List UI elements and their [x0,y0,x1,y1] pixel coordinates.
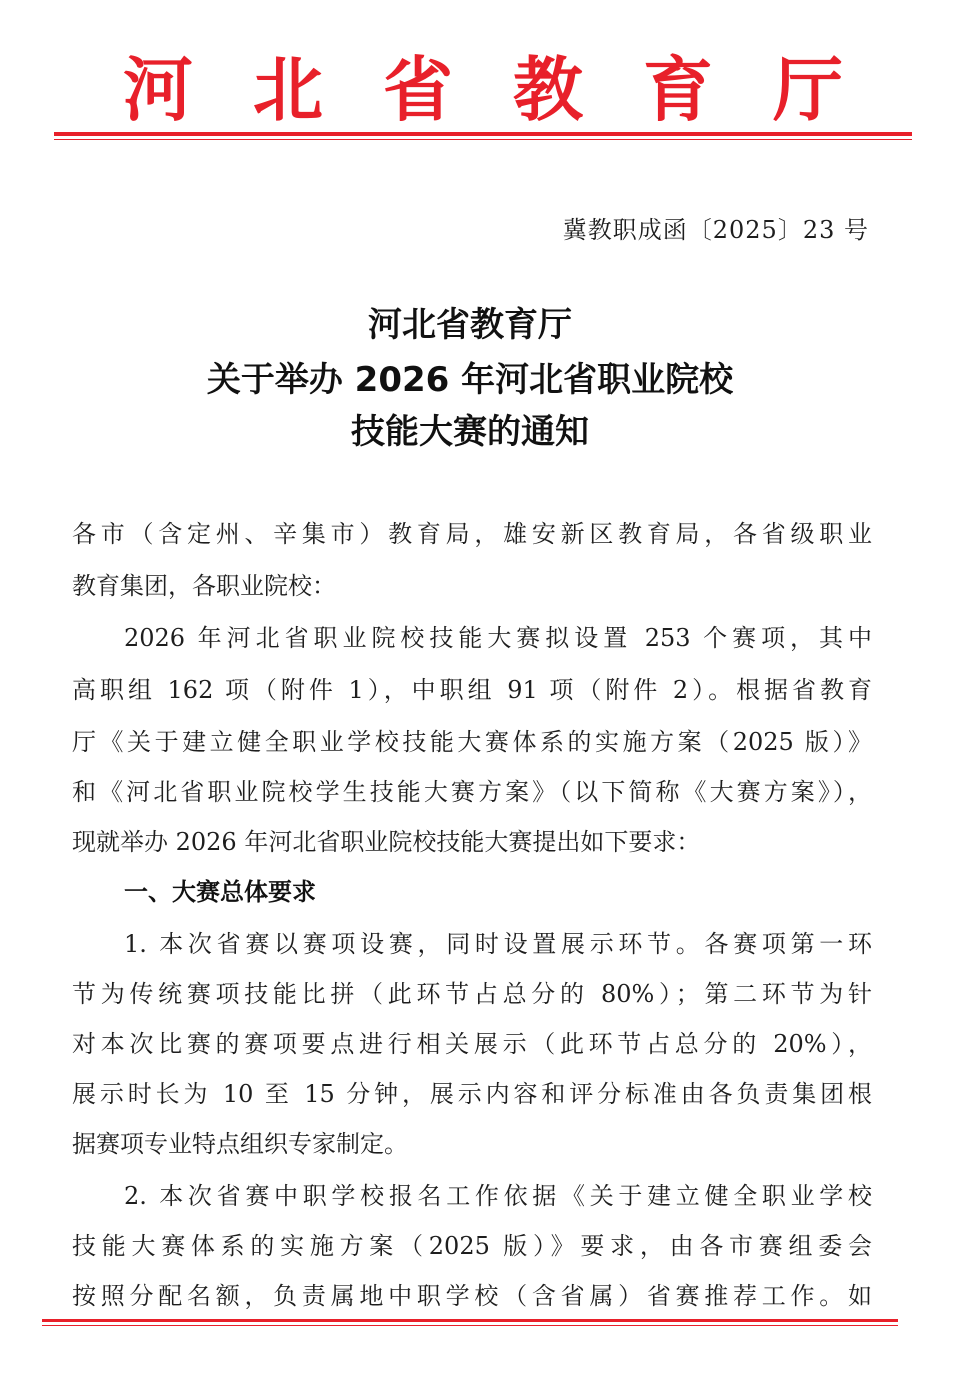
body-line: 教育集团，各职业院校： [72,572,336,600]
masthead-char: 教 [513,49,583,131]
body-line: 现就举办 2026 年河北省职业院校技能大赛提出如下要求： [72,828,701,856]
body-line: 各市（含定州、辛集市）教育局，雄安新区教育局，各省级职业 [72,520,872,548]
body-line: 2026 年河北省职业院校技能大赛拟设置 253 个赛项，其中 [124,624,872,652]
body-line: 节为传统赛项技能比拼（此环节占总分的 80%）；第二环节为针 [72,980,872,1008]
body-line: 1. 本次省赛以赛项设赛，同时设置展示环节。各赛项第一环 [124,930,872,958]
body-line: 按照分配名额，负责属地中职学校（含省属）省赛推荐工作。如 [72,1282,872,1310]
body-line: 展示时长为 10 至 15 分钟，展示内容和评分标准由各负责集团根 [72,1080,872,1108]
masthead-char: 北 [253,49,323,131]
body-line: 2. 本次省赛中职学校报名工作依据《关于建立健全职业学校 [124,1182,872,1210]
title-line-2: 关于举办 2026 年河北省职业院校 [206,360,734,400]
body-line: 对本次比赛的赛项要点进行相关展示（此环节占总分的 20%）， [72,1030,872,1058]
body-line: 和《河北省职业院校学生技能大赛方案》（以下简称《大赛方案》）， [72,778,872,806]
body-line: 技能大赛体系的实施方案（2025 版）》要求，由各市赛组委会 [72,1232,872,1260]
title-line-1: 河北省教育厅 [368,305,572,345]
masthead-char: 育 [643,49,713,131]
body-line: 高职组 162 项（附件 1），中职组 91 项（附件 2）。根据省教育 [72,676,872,704]
masthead [55,50,915,130]
document-number: 冀教职成函〔2025〕23 号 [562,216,869,244]
footer-red-rule-thin [42,1325,898,1326]
header-red-rule-thin [54,139,912,140]
header-red-rule [54,132,912,136]
body-line: 据赛项专业特点组织专家制定。 [72,1130,408,1158]
title-line-3: 技能大赛的通知 [351,412,589,452]
masthead-char: 省 [383,49,453,131]
section-heading: 一、大赛总体要求 [124,878,316,906]
masthead-char: 厅 [773,49,843,131]
footer-red-rule [42,1319,898,1322]
body-line: 厅《关于建立健全职业学校技能大赛体系的实施方案（2025 版）》 [72,728,872,756]
masthead-char: 河 [123,49,193,131]
